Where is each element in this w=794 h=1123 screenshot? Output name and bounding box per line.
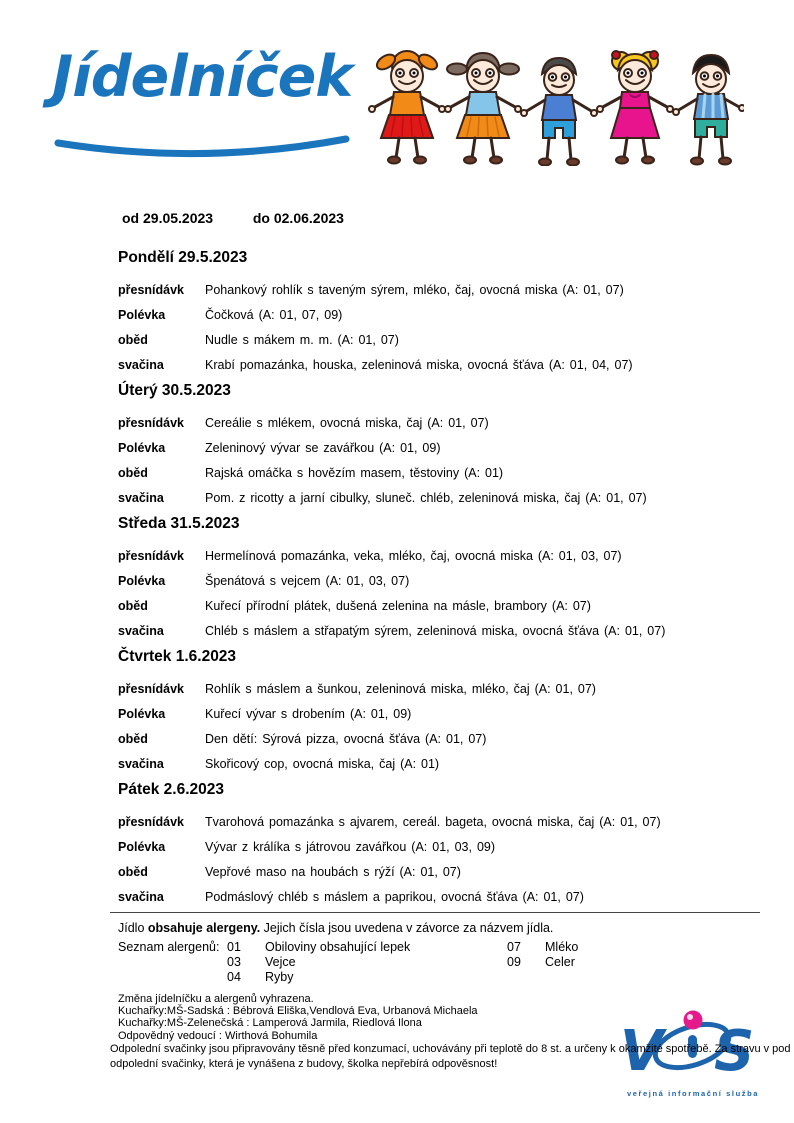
allergen-list: [118, 940, 772, 986]
day-title: Středa 31.5.2023: [118, 515, 240, 532]
allergen-name: Ryby: [265, 970, 294, 985]
meal-label: přesnídávk: [118, 682, 185, 696]
logo-underline-swoosh: [52, 134, 352, 160]
menu-row: [110, 860, 772, 885]
allergen-code: 07: [507, 940, 521, 954]
allergen-note-suffix: Jejich čísla jsou uvedena v závorce za názvem jídla.: [260, 921, 554, 935]
allergen-code: 09: [507, 955, 521, 970]
meal-text: Krabí pomazánka, houska, zeleninová miska, ovocná šťáva (A: 01, 04, 07): [205, 358, 633, 372]
meal-label: oběd: [118, 865, 148, 879]
meal-label: přesnídávk: [118, 283, 185, 297]
meal-label: Polévka: [118, 308, 166, 322]
menu-row: [110, 885, 772, 910]
meal-text: Chléb s máslem a střapatým sýrem, zeleninová miska, ovocná šťáva (A: 01, 07): [205, 624, 666, 638]
day-block-tuesday: [110, 381, 772, 511]
svg-text:S: S: [714, 1019, 755, 1084]
meal-label: svačina: [118, 757, 164, 771]
meal-text: Pom. z ricotty a jarní cibulky, sluneč. chléb, zeleninová miska, čaj (A: 01, 07): [205, 491, 647, 505]
meal-text: Skořicový cop, ovocná miska, čaj (A: 01): [205, 757, 440, 771]
meal-text: Čočková (A: 01, 07, 09): [205, 308, 343, 322]
divider-line: [110, 912, 760, 913]
meal-label: svačina: [118, 491, 164, 505]
meal-text: Kuřecí vývar s drobením (A: 01, 09): [205, 707, 412, 721]
menu-row: [110, 835, 772, 860]
allergen-code: 01: [227, 940, 241, 954]
afternoon-snack-notice: [110, 1042, 794, 1072]
allergen-item: [227, 970, 507, 985]
allergen-code: 04: [227, 970, 241, 985]
allergen-item: [507, 940, 772, 955]
meal-text: Rohlík s máslem a šunkou, zeleninová miska, mléko, čaj (A: 01, 07): [205, 682, 596, 696]
meal-text: Vepřové maso na houbách s rýží (A: 01, 07): [205, 865, 461, 879]
allergen-name: Mléko: [545, 940, 579, 954]
menu-row: [110, 619, 772, 644]
meal-label: Polévka: [118, 707, 166, 721]
footer-line-cooks-zelenecska: Kuchařky:MŠ-Zelenečská : Lamperová Jarmila, Riedlová Ilona: [118, 1017, 422, 1030]
allergen-note-prefix: Jídlo: [118, 921, 148, 935]
meal-label: oběd: [118, 732, 148, 746]
allergen-code: 03: [227, 955, 241, 970]
meal-text: Pohankový rohlík s taveným sýrem, mléko, čaj, ovocná miska (A: 01, 07): [205, 283, 624, 297]
meal-label: oběd: [118, 599, 148, 613]
allergen-item: [227, 955, 507, 970]
menu-row: [110, 328, 772, 353]
menu-row: [110, 810, 772, 835]
children-holding-hands-illustration: [364, 42, 744, 166]
footer-line-change-notice: Změna jídelníčku a alergenů vyhrazena.: [118, 992, 314, 1005]
menu-row: [110, 702, 772, 727]
meal-label: Polévka: [118, 574, 166, 588]
date-range: [122, 209, 772, 228]
day-title: Úterý 30.5.2023: [118, 382, 231, 399]
menu-row: [110, 544, 772, 569]
vis-logo-caption: veřejná informační služba: [626, 1089, 760, 1098]
day-title: Pondělí 29.5.2023: [118, 249, 248, 266]
meal-text: Zeleninový vývar se zavářkou (A: 01, 09): [205, 441, 441, 455]
day-title: Čtvrtek 1.6.2023: [118, 648, 237, 665]
jidelnicek-logo: Jídelníček: [52, 44, 353, 110]
date-to-value: 02.06.2023: [273, 210, 344, 226]
menu-row: [110, 677, 772, 702]
allergen-name: Obiloviny obsahující lepek: [265, 940, 411, 954]
allergen-name: Celer: [545, 955, 575, 970]
footer-line-responsible-manager: Odpovědný vedoucí : Wirthová Bohumila: [118, 1029, 318, 1042]
svg-text:V: V: [620, 1019, 664, 1084]
allergen-list-label: Seznam alergenů:: [118, 940, 220, 954]
meal-label: přesnídávk: [118, 815, 185, 829]
day-block-wednesday: [110, 514, 772, 644]
meal-text: Podmáslový chléb s máslem a paprikou, ovocná šťáva (A: 01, 07): [205, 890, 584, 904]
day-title: Pátek 2.6.2023: [118, 781, 225, 798]
day-block-monday: [110, 248, 772, 378]
allergen-item: [507, 955, 772, 970]
footer-line-cooks-sadska: Kuchařky:MŠ-Sadská : Bébrová Eliška,Vendlová Eva, Urbanová Michaela: [118, 1005, 478, 1018]
menu-row: [110, 752, 772, 777]
meal-label: Polévka: [118, 840, 166, 854]
menu-content: [110, 209, 772, 1042]
meal-text: Rajská omáčka s hovězím masem, těstoviny (A: 01): [205, 466, 504, 480]
notice-line-1: Odpolední svačinky jsou připravovány těsně před konzumací, uchovávány při teplotě do 8 st. a určeny k okamžité spotřebě. Za stravu v pod: [110, 1043, 791, 1055]
day-block-thursday: [110, 647, 772, 777]
menu-row: [110, 436, 772, 461]
meal-text: Tvarohová pomazánka s ajvarem, cereál. bageta, ovocná miska, čaj (A: 01, 07): [205, 815, 661, 829]
meal-label: svačina: [118, 890, 164, 904]
allergen-column-right: [507, 940, 772, 986]
meal-text: Vývar z králíka s játrovou zavářkou (A: 01, 03, 09): [205, 840, 496, 854]
day-block-friday: [110, 780, 772, 910]
date-from-value: 29.05.2023: [143, 210, 214, 226]
menu-row: [110, 727, 772, 752]
menu-row: [110, 594, 772, 619]
date-to-label: do: [252, 210, 270, 226]
meal-label: přesnídávk: [118, 549, 185, 563]
meal-text: Hermelínová pomazánka, veka, mléko, čaj, ovocná miska (A: 01, 03, 07): [205, 549, 622, 563]
allergen-note: [118, 920, 772, 937]
meal-label: oběd: [118, 466, 148, 480]
meal-text: Kuřecí přírodní plátek, dušená zelenina na másle, brambory (A: 07): [205, 599, 591, 613]
menu-row: [110, 569, 772, 594]
allergen-column-left: [227, 940, 507, 986]
allergen-name: Vejce: [265, 955, 296, 970]
meal-label: oběd: [118, 333, 148, 347]
menu-row: [110, 461, 772, 486]
allergen-item: [227, 940, 507, 955]
menu-row: [110, 303, 772, 328]
meal-text: Den dětí: Sýrová pizza, ovocná šťáva (A: 01, 07): [205, 732, 487, 746]
menu-row: [110, 411, 772, 436]
date-from-label: od: [122, 210, 140, 226]
meal-text: Cereálie s mlékem, ovocná miska, čaj (A: 01, 07): [205, 416, 489, 430]
meal-text: Nudle s mákem m. m. (A: 01, 07): [205, 333, 399, 347]
meal-text: Špenátová s vejcem (A: 01, 03, 07): [205, 574, 410, 588]
menu-row: [110, 486, 772, 511]
meal-label: svačina: [118, 624, 164, 638]
allergen-note-bold: obsahuje alergeny.: [147, 921, 261, 935]
meal-label: přesnídávk: [118, 416, 185, 430]
notice-line-2: odpolední svačinky, která je vynášena z budovy, školka nepřebírá odpověsnost!: [110, 1058, 498, 1070]
meal-label: Polévka: [118, 441, 166, 455]
menu-row: [110, 353, 772, 378]
menu-row: [110, 278, 772, 303]
meal-label: svačina: [118, 358, 164, 372]
